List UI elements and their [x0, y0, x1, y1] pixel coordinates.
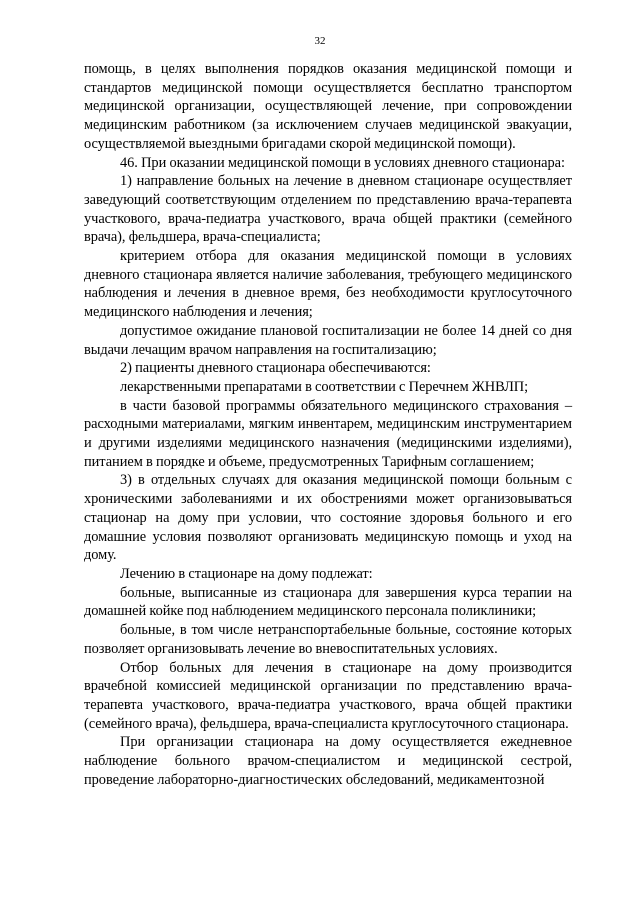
- paragraph-discharged-patients: больные, выписанные из стационара для завершения курса терапии на домашней койке под наблюдением медицинского персонала поликлиники;: [84, 584, 572, 620]
- page-number: 32: [314, 35, 326, 47]
- paragraph-supplies: в части базовой программы обязательного медицинского страхования – расходными материалами, мягким инвентарем, медицинским инструментарием и другими изделиями медицинского назначения (медицинскими изделиями), питанием в порядке и объеме, предусмотренных Тарифным соглашением;: [84, 397, 572, 470]
- paragraph-subitem-2: 2) пациенты дневного стационара обеспечиваются:: [120, 360, 431, 377]
- paragraph-waiting-time: допустимое ожидание плановой госпитализации не более 14 дней со дня выдачи лечащим врачом направления на госпитализацию;: [84, 322, 572, 358]
- paragraph-subitem-3: 3) в отдельных случаях для оказания медицинской помощи больным с хроническими заболеваниями и их обострениями может организовываться стационар на дому при условии, что состояние здоровья больного и его домашние условия позволяют организовать медицинскую помощь и уход на дому.: [84, 472, 572, 564]
- paragraph-continuation: помощь, в целях выполнения порядков оказания медицинской помощи и стандартов медицинской помощи осуществляется бесплатно транспортом медицинской организации, осуществляющей лечение, при сопровождении медицинским работником (за исключением случаев медицинской эвакуации, осуществляемой выездными бригадами скорой медицинской помощи).: [84, 61, 572, 152]
- paragraph-home-treatment-heading: Лечению в стационаре на дому подлежат:: [120, 565, 373, 582]
- paragraph-daily-observation: При организации стационара на дому осуществляется ежедневное наблюдение больного врачом-специалистом и медицинской сестрой, проведение лабораторно-диагностических обследований, медикаментозной: [84, 734, 572, 788]
- paragraph-medicines: лекарственными препаратами в соответствии с Перечнем ЖНВЛП;: [120, 378, 529, 395]
- paragraph-item-46: 46. При оказании медицинской помощи в условиях дневного стационара:: [120, 154, 565, 171]
- paragraph-patient-selection: Отбор больных для лечения в стационаре на дому производится врачебной комиссией медицинской организации по представлению врача-терапевта участкового, врача-педиатра участкового, врача общей практики (семейного врача), фельдшера, врача-специалиста круглосуточного стационара.: [84, 659, 572, 732]
- paragraph-nontransportable-patients: больные, в том числе нетранспортабельные больные, состояние которых позволяет организовывать лечение во вневоспитательных условиях.: [84, 622, 572, 657]
- paragraph-subitem-1: 1) направление больных на лечение в дневном стационаре осуществляет заведующий соответствующим отделением по представлению врача-терапевта участкового, врача-педиатра участкового, врача общей практики (семейного врача), фельдшера, врача-специалиста;: [84, 173, 572, 246]
- document-body: [84, 60, 572, 789]
- paragraph-selection-criteria: критерием отбора для оказания медицинской помощи в условиях дневного стационара является наличие заболевания, требующего медицинского наблюдения и лечения в дневное время, без необходимости круглосуточного медицинского наблюдения и лечения;: [84, 248, 572, 321]
